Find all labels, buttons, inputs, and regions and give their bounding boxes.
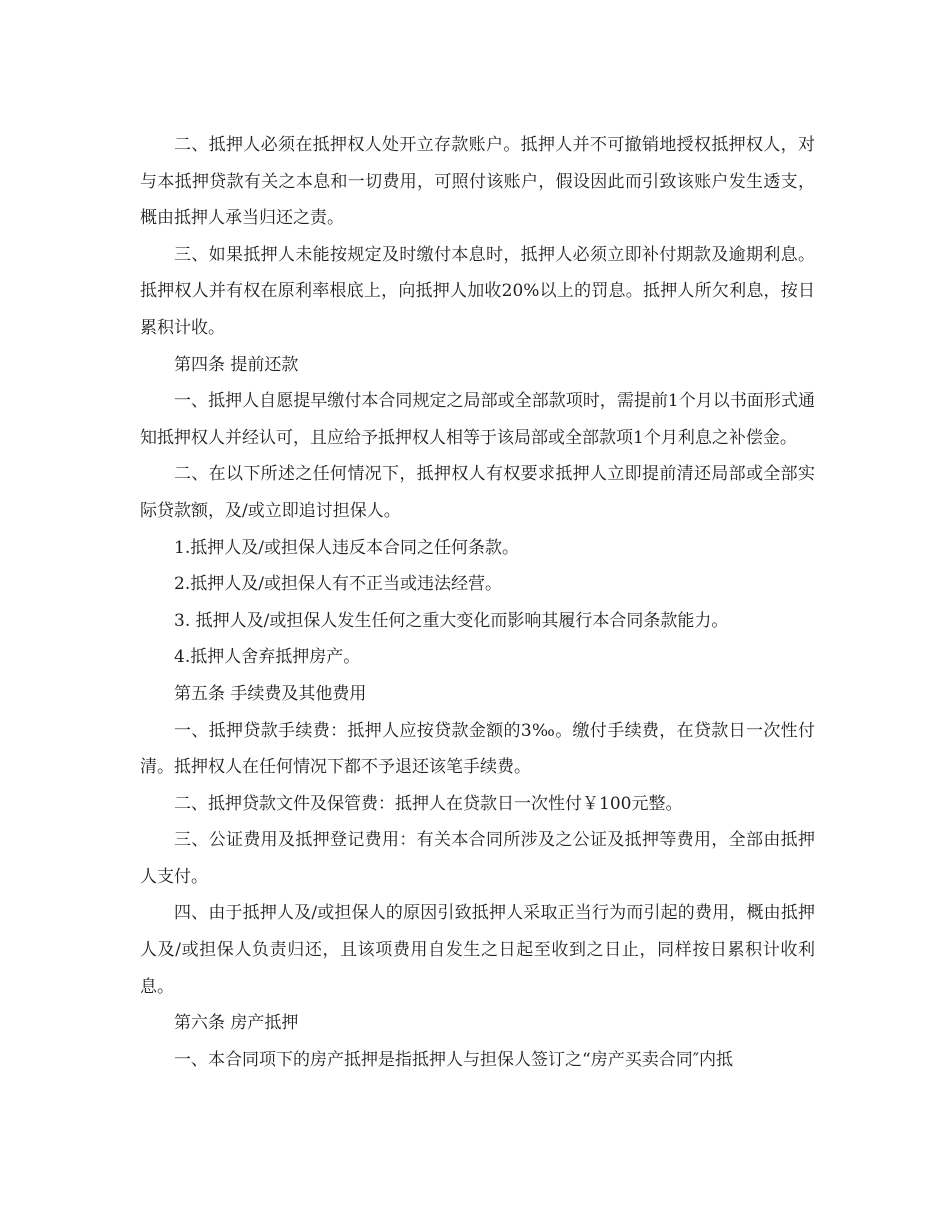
paragraph-clause-3-overdue-interest: 三、如果抵押人未能按规定及时缴付本息时，抵押人必须立即补付期款及逾期利息。抵押权人并有权在原利率根底上，向抵押人加收20%以上的罚息。抵押人所欠利息，按日累积计收。 [140, 244, 815, 338]
article-5-heading: 第五条 手续费及其他费用 [174, 683, 367, 704]
paragraph-clause-2-deposit-account: 二、抵押人必须在抵押权人处开立存款账户。抵押人并不可撤销地授权抵押权人，对与本抵押贷款有关之本息和一切费用，可照付该账户，假设因此而引致该账户发生透支，概由抵押人承当归还之责。 [140, 135, 815, 229]
paragraph-liability-costs: 四、由于抵押人及/或担保人的原因引致抵押人采取正当行为而引起的费用，概由抵押人及/或担保人负责归还，且该项费用自发生之日起至收到之日止，同样按日累积计收利息。 [140, 903, 815, 997]
article-6-heading: 第六条 房产抵押 [174, 1013, 299, 1034]
list-item-1: 1.抵押人及/或担保人违反本合同之任何条款。 [174, 537, 519, 558]
paragraph-handling-fee: 一、抵押贷款手续费：抵押人应按贷款金额的3‰。缴付手续费，在贷款日一次性付清。抵押权人在任何情况下都不予退还该笔手续费。 [140, 720, 815, 778]
list-item-2: 2.抵押人及/或担保人有不正当或违法经营。 [174, 574, 502, 595]
document-body [140, 127, 815, 1078]
paragraph-early-repayment-demand: 二、在以下所述之任何情况下，抵押权人有权要求抵押人立即提前清还局部或全部实际贷款额，及/或立即追讨担保人。 [140, 464, 815, 521]
article-4-heading: 第四条 提前还款 [174, 354, 299, 375]
paragraph-property-mortgage: 一、本合同项下的房产抵押是指抵押人与担保人签订之“房产买卖合同″内抵 [174, 1049, 734, 1070]
paragraph-early-repayment-notice: 一、抵押人自愿提早缴付本合同规定之局部或全部款项时，需提前1个月以书面形式通知抵押权人并经认可，且应给予抵押权人相等于该局部或全部款项1个月利息之补偿金。 [140, 391, 815, 448]
paragraph-document-custody-fee: 二、抵押贷款文件及保管费：抵押人在贷款日一次性付￥100元整。 [174, 793, 683, 814]
paragraph-notary-registration-fee: 三、公证费用及抵押登记费用：有关本合同所涉及之公证及抵押等费用，全部由抵押人支付。 [140, 830, 815, 887]
list-item-3: 3. 抵押人及/或担保人发生任何之重大变化而影响其履行本合同条款能力。 [174, 610, 729, 631]
list-item-4: 4.抵押人舍弃抵押房产。 [174, 647, 361, 668]
